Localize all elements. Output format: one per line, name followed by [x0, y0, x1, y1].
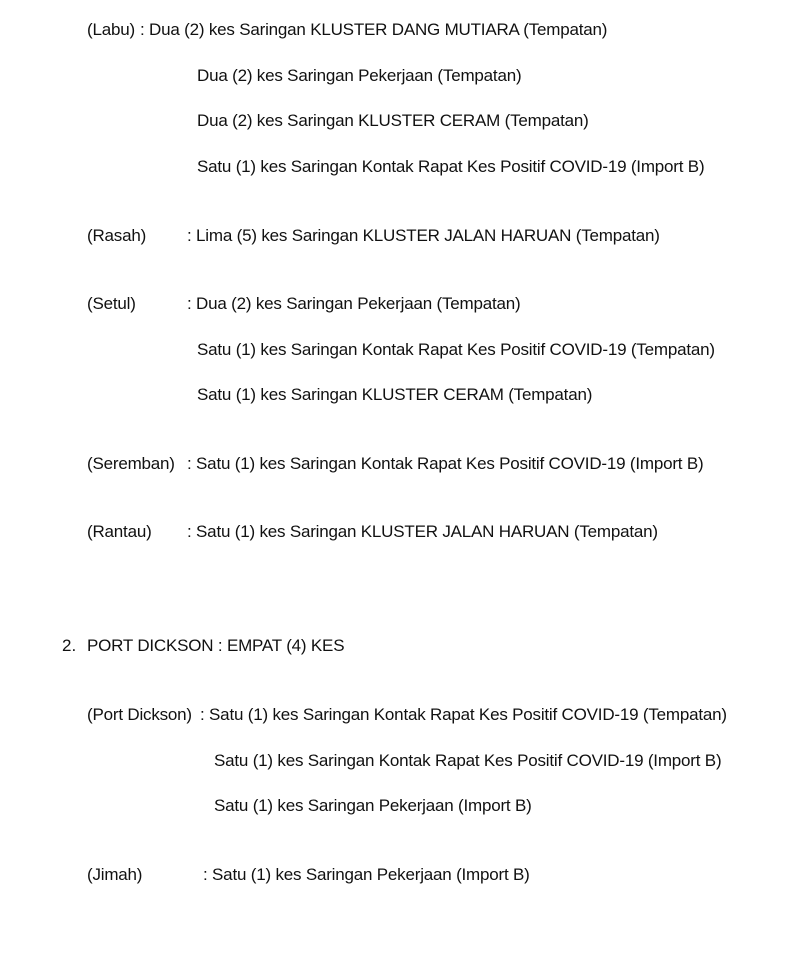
area-label-setul: (Setul)	[87, 294, 136, 313]
area-label-port-dickson: (Port Dickson)	[87, 705, 192, 724]
case-line: : Satu (1) kes Saringan Kontak Rapat Kes Positif COVID-19 (Tempatan)	[200, 705, 727, 724]
area-label-rantau: (Rantau)	[87, 522, 152, 541]
case-line: : Dua (2) kes Saringan KLUSTER DANG MUTIARA (Tempatan)	[140, 20, 608, 39]
case-line: Satu (1) kes Saringan Pekerjaan (Import B)	[214, 796, 532, 815]
case-line: : Dua (2) kes Saringan Pekerjaan (Tempatan)	[187, 294, 521, 313]
case-line: Satu (1) kes Saringan Kontak Rapat Kes Positif COVID-19 (Import B)	[214, 751, 722, 770]
case-line: Satu (1) kes Saringan KLUSTER CERAM (Tempatan)	[197, 385, 593, 404]
area-label-rasah: (Rasah)	[87, 226, 147, 245]
case-line: Dua (2) kes Saringan KLUSTER CERAM (Tempatan)	[197, 111, 589, 130]
case-line: : Satu (1) kes Saringan KLUSTER JALAN HARUAN (Tempatan)	[187, 522, 658, 541]
case-line: Satu (1) kes Saringan Kontak Rapat Kes Positif COVID-19 (Tempatan)	[197, 340, 715, 359]
section-number: 2.	[62, 636, 77, 655]
case-line: : Satu (1) kes Saringan Pekerjaan (Import B)	[203, 865, 530, 884]
area-label-seremban: (Seremban)	[87, 454, 175, 473]
case-line: : Lima (5) kes Saringan KLUSTER JALAN HARUAN (Tempatan)	[187, 226, 660, 245]
section-title: PORT DICKSON : EMPAT (4) KES	[87, 636, 345, 655]
area-label-jimah: (Jimah)	[87, 865, 143, 884]
case-line: Dua (2) kes Saringan Pekerjaan (Tempatan)	[197, 66, 522, 85]
case-line: Satu (1) kes Saringan Kontak Rapat Kes Positif COVID-19 (Import B)	[197, 157, 705, 176]
area-label-labu: (Labu)	[87, 20, 135, 39]
case-line: : Satu (1) kes Saringan Kontak Rapat Kes Positif COVID-19 (Import B)	[187, 454, 704, 473]
